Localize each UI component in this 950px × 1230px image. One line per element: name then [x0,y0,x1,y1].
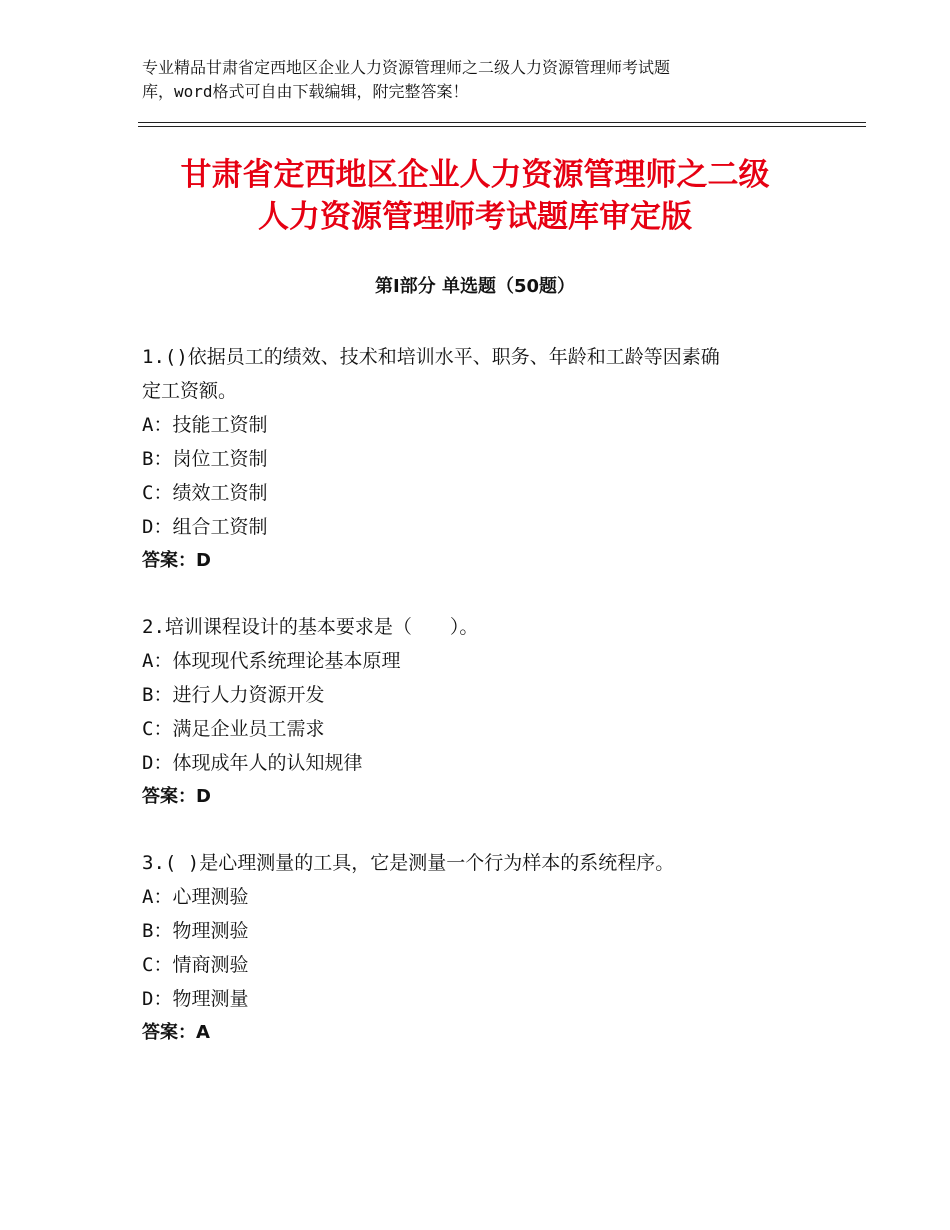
option-d: D：体现成年人的认知规律 [142,752,363,774]
document-title-line-1: 甘肃省定西地区企业人力资源管理师之二级 [180,157,770,193]
header-note [142,56,782,104]
header-divider-top [138,122,866,123]
question-stem: 2.培训课程设计的基本要求是（ ）。 [142,616,479,638]
question-list [142,340,822,1082]
document-title [80,154,870,238]
answer: 答案：D [142,786,211,807]
option-b: B：物理测验 [142,920,249,942]
option-d: D：组合工资制 [142,516,268,538]
option-b: B：进行人力资源开发 [142,684,325,706]
answer: 答案：D [142,550,211,571]
question-3 [142,846,822,1050]
question-stem: 3.( )是心理测量的工具，它是测量一个行为样本的系统程序。 [142,852,675,874]
header-note-line-2: 库，word格式可自由下载编辑，附完整答案！ [142,82,469,101]
option-c: C：满足企业员工需求 [142,718,325,740]
option-c: C：情商测验 [142,954,249,976]
answer: 答案：A [142,1022,210,1043]
option-a: A：心理测验 [142,886,249,908]
question-1 [142,340,822,578]
question-stem-continued: 定工资额。 [142,380,238,402]
document-title-line-2: 人力资源管理师考试题库审定版 [258,199,692,235]
option-c: C：绩效工资制 [142,482,268,504]
header-note-line-1: 专业精品甘肃省定西地区企业人力资源管理师之二级人力资源管理师考试题 [142,58,671,77]
option-b: B：岗位工资制 [142,448,268,470]
option-a: A：体现现代系统理论基本原理 [142,650,401,672]
question-2 [142,610,822,814]
option-d: D：物理测量 [142,988,249,1010]
option-a: A：技能工资制 [142,414,268,436]
header-divider-bottom [138,126,866,127]
question-stem: 1.()依据员工的绩效、技术和培训水平、职务、年龄和工龄等因素确 [142,346,720,368]
section-heading: 第Ⅰ部分 单选题（50题） [374,276,575,297]
